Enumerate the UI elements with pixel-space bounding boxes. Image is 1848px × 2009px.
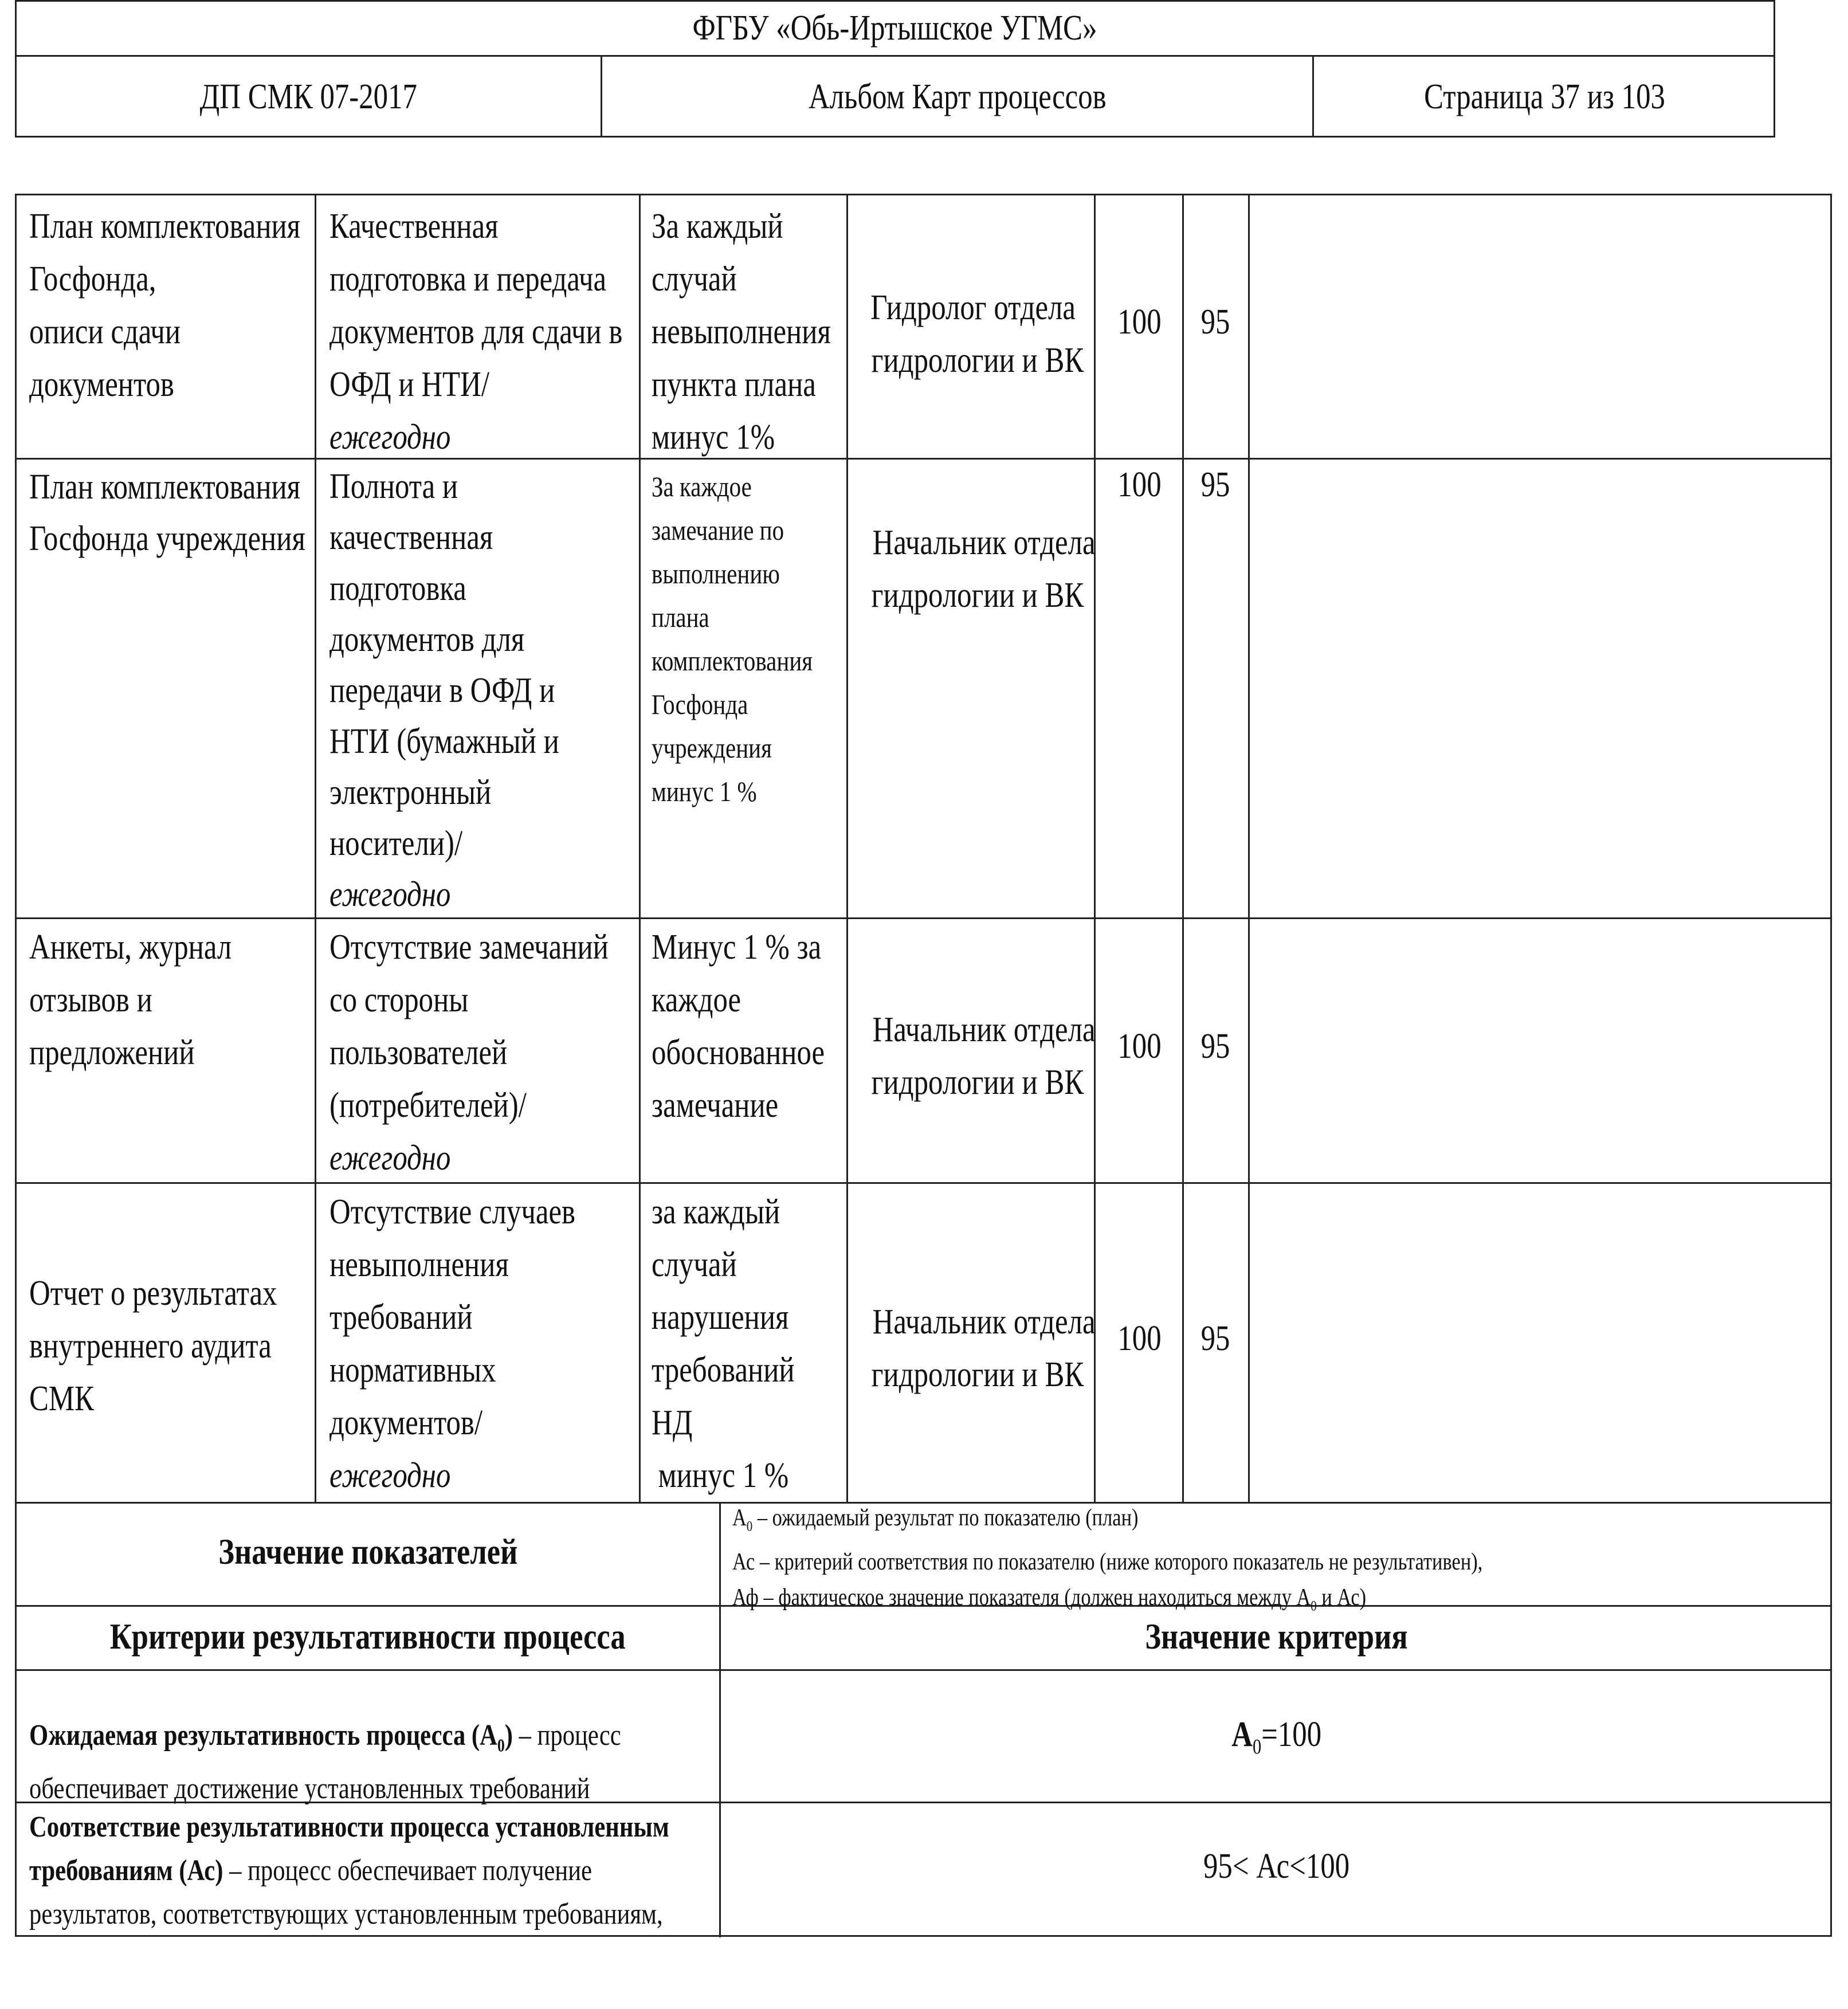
expected-effectiveness-text: Ожидаемая результативность процесса $(А_0)$ – процесс обеспечивает достижение установленных требований [29,1719,621,1806]
row-1-document: План комплектования Госфонда, описи сдачи документов [29,207,301,404]
criteria-col1-header: Критерии результативности процесса [110,1616,626,1657]
doc-title-cell [602,57,1314,138]
row-1-responsible: Гидролог отдела гидрологии и ВК [870,288,1084,380]
row-3-a0: 100 [1117,1027,1162,1066]
row-4-document: Отчет о результатах внутреннего аудита СМК [29,1274,277,1418]
doc-title: Альбом Карт процессов [808,77,1107,116]
row-4-responsible: Начальник отдела гидрологии и ВК [871,1302,1096,1394]
row-1-requirement: Качественная подготовка и передача документов для сдачи в ОФД и НТИ/ ежегодно [329,207,623,457]
indicators-legend: $А_0$ – ожидаемый результат по показателю (план) Ас – критерий соответствия по показателю (ниже которого показатель не результативен), Аф – фактическое значение показателя (должен находиться между $А_0$ и Ас) [732,1505,1483,1614]
row-1-a0: 100 [1117,303,1162,342]
conformity-effectiveness-text: Соответствие результативности процесса установленным требованиям (Ас) – процесс обеспечивает получение результатов, соответствующих установленным требованиям, [29,1811,669,1930]
doc-code: ДП СМК 07-2017 [199,77,418,116]
page-info-cell [1314,57,1775,138]
document-header [15,0,1775,138]
row-2-requirement: Полнота и качественная подготовка документов для передачи в ОФД и НТИ (бумажный и электронный носители)/ ежегодно [329,467,559,914]
organization-title [17,2,1774,57]
doc-code-cell [17,57,602,138]
row-3-ac: 95 [1200,1027,1230,1066]
row-4-penalty: за каждый случай нарушения требований НД минус 1 % [652,1192,795,1495]
conformity-effectiveness-value: 95< Ас<100 [1203,1847,1350,1886]
row-2-ac: 95 [1200,465,1230,504]
expected-effectiveness-value: $А_0=100$ [1231,1715,1321,1759]
row-3-penalty: Минус 1 % за каждое обоснованное замечание [652,928,825,1125]
row-1-penalty: За каждый случай невыполнения пункта плана минус 1% [652,207,831,457]
row-2-document: План комплектования Госфонда учреждения [29,468,305,558]
indicators-title: Значение показателей [218,1531,518,1572]
page-info: Страница 37 из 103 [1424,77,1665,116]
row-4-a0: 100 [1117,1319,1162,1358]
criteria-col2-header: Значение критерия [1145,1616,1408,1657]
organization-name: ФГБУ «Обь-Иртышское УГМС» [692,9,1098,48]
row-2-responsible: Начальник отдела гидрологии и ВК [871,523,1096,615]
row-3-document: Анкеты, журнал отзывов и предложений [29,928,232,1072]
row-3-requirement: Отсутствие замечаний со стороны пользователей (потребителей)/ ежегодно [329,928,609,1178]
row-2-penalty: За каждое замечание по выполнению плана комплектования Госфонда учреждения минус 1 % [652,470,813,807]
row-3-responsible: Начальник отдела гидрологии и ВК [871,1010,1096,1102]
process-indicators-table [15,194,1832,1937]
row-2-a0: 100 [1117,465,1162,504]
row-4-ac: 95 [1200,1319,1230,1358]
row-1-ac: 95 [1200,303,1230,342]
row-4-requirement: Отсутствие случаев невыполнения требований нормативных документов/ ежегодно [329,1192,576,1495]
